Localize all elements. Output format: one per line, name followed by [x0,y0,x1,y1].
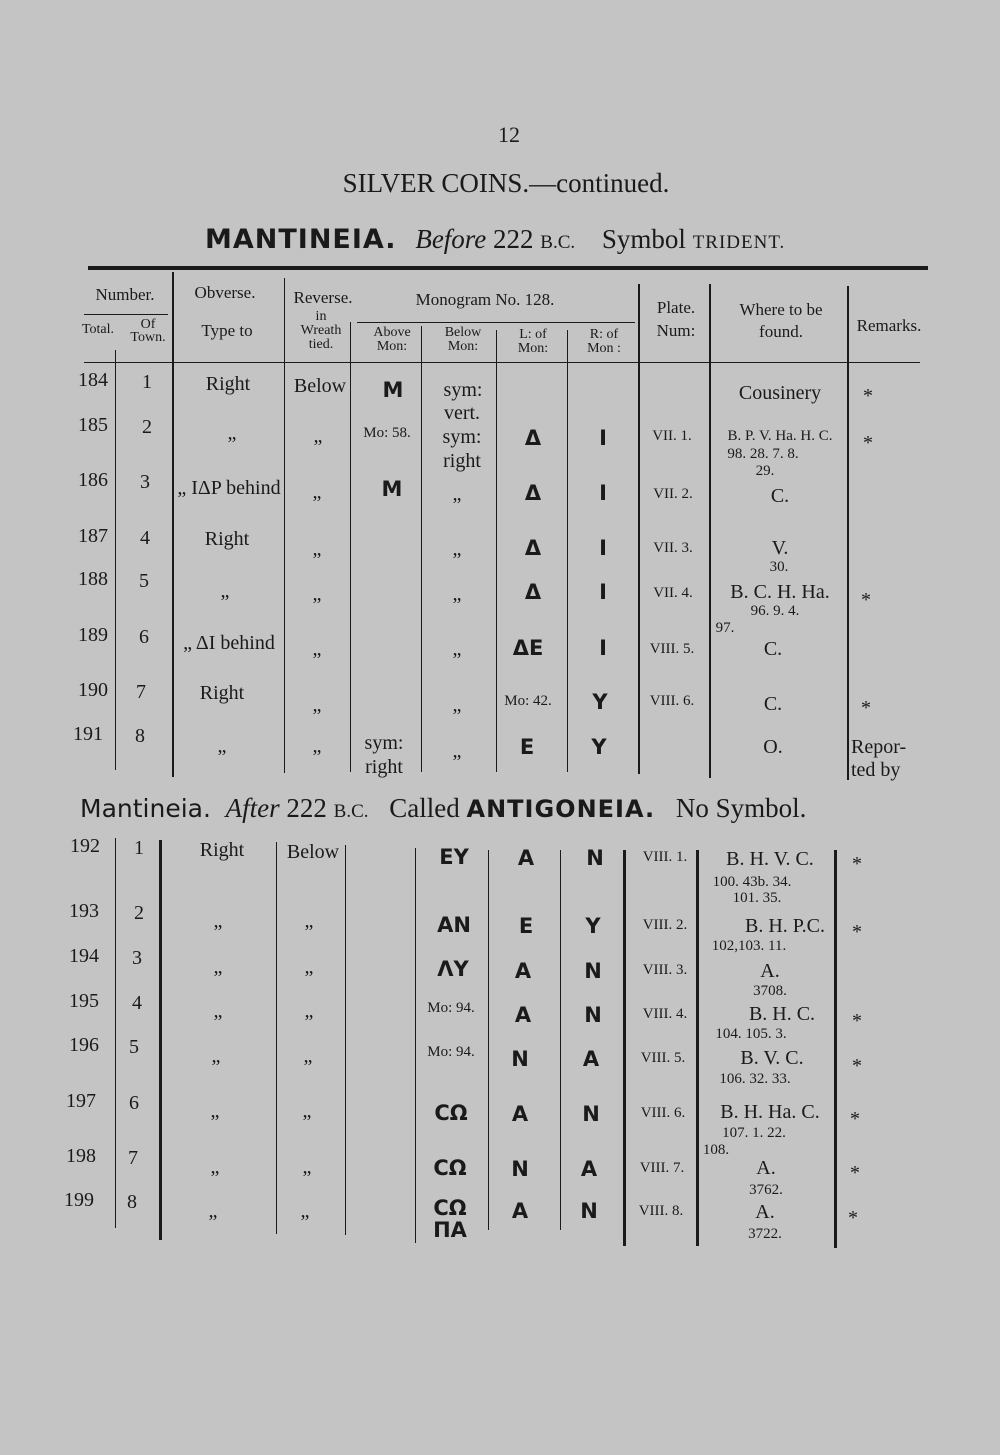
t1-r3-total: 186 [78,469,108,491]
t1-r4-below: „ [452,538,462,560]
t2-r2-remarks: * [852,921,862,943]
t2-r6-where-3: 108. [702,1142,730,1158]
t2-r7-left: N [511,1157,529,1181]
t1-r3-reverse: „ [312,481,322,503]
t1-r3-above: M [381,477,403,501]
section1-symbol: TRIDENT. [692,232,786,253]
t2-r5-plate: VIII. 5. [640,1050,686,1066]
t2-r5-obverse: „ [211,1045,221,1067]
t2-r6-town: 6 [129,1092,139,1114]
t2-r4-total: 195 [69,990,99,1012]
header-type-to: Type to [201,321,253,340]
t1-r5-right: I [599,580,607,604]
t1-vrule-right [567,330,568,772]
t2-r2-reverse: „ [304,910,314,932]
t1-vrule-plate [638,284,640,774]
t2-r2-mon: AN [437,913,471,937]
t1-r2-obverse: „ [227,422,237,444]
t2-r4-mon: Mo: 94. [427,1000,475,1016]
section1-city: MANTINEIA. [205,224,397,255]
t2-r2-plate: VIII. 2. [642,917,688,933]
t1-r3-obverse: „ IΔP behind [177,477,281,499]
t2-r8-where-2: 3722. [748,1226,782,1242]
section2-era: B.C. [333,801,369,822]
t2-r6-reverse: „ [302,1100,312,1122]
t1-r8-obverse: „ [217,735,227,757]
t2-r3-where-2: 3708. [753,983,787,999]
t1-r7-below: „ [452,694,462,716]
t2-r6-left: A [511,1102,529,1126]
t2-r7-mon: CΩ [433,1156,467,1180]
t1-r3-left: Δ [524,481,542,505]
t2-vrule-remarks [834,850,837,1248]
t1-r4-total: 187 [78,525,108,547]
t2-r6-obverse: „ [210,1100,220,1122]
t1-r2-where-2: 98. 28. 7. 8. [727,446,799,462]
t1-r7-plate: VIII. 6. [649,693,695,709]
t2-r8-reverse: „ [300,1200,310,1222]
t1-r8-right: Y [591,735,607,759]
t1-r6-plate: VIII. 5. [649,641,695,657]
t2-r7-remarks: * [850,1162,860,1184]
t1-r3-where: C. [770,485,790,507]
t1-r3-below: „ [452,483,462,505]
t1-r2-below: vert. sym: right [442,402,482,472]
t1-r7-obverse: Right [199,682,245,704]
t1-vrule-town [115,350,116,770]
t1-vrule-obverse [172,272,174,777]
t2-r3-town: 3 [132,947,142,969]
t1-r4-plate: VII. 3. [653,540,693,556]
t2-r2-obverse: „ [213,910,223,932]
t1-r7-remarks: * [861,697,871,719]
section1-title [205,224,785,255]
t1-r6-right: I [599,636,607,660]
t2-r7-reverse: „ [302,1156,312,1178]
t1-r2-where: B. P. V. Ha. H. C. [727,428,833,444]
section1-year: 222 [493,224,534,254]
t1-vrule-reverse [284,278,285,773]
t2-vrule-where [696,850,699,1246]
header-wreath: Wreath [300,323,342,338]
t2-r8-left: A [511,1199,529,1223]
t1-vrule-where [709,284,711,778]
t2-r7-total: 198 [66,1145,96,1167]
t2-r7-where-2: 3762. [749,1182,783,1198]
section2-called: ANTIGONEIA. [466,795,656,823]
section2-title [80,793,806,824]
header-remarks: Remarks. [856,316,922,335]
t1-r2-total: 185 [78,414,108,436]
t1-r1-reverse: Below [293,375,347,397]
t1-r2-plate: VII. 1. [652,428,692,444]
t2-vrule-obverse [159,840,162,1240]
t2-r6-right: N [582,1102,600,1126]
t1-r5-where-2: 96. 9. 4. [750,603,800,619]
t1-r1-town: 1 [142,371,152,393]
t2-r4-reverse: „ [304,1000,314,1022]
t1-r2-town: 2 [142,416,152,438]
t1-r5-plate: VII. 4. [653,585,693,601]
header-in: in [315,309,327,324]
t1-r4-obverse: Right [204,528,250,550]
t2-r1-reverse: Below [286,841,340,863]
t1-r5-where-3: 97. [715,620,735,636]
t1-r8-remarks: Repor- ted by [851,736,907,781]
t2-r7-right: A [580,1157,598,1181]
t2-r2-right: Y [585,914,601,938]
t2-r4-plate: VIII. 4. [642,1006,688,1022]
t2-r6-mon: CΩ [434,1101,468,1125]
t2-r1-plate: VIII. 1. [642,849,688,865]
t1-r7-left: Mo: 42. [504,693,552,709]
t1-vrule-left [496,330,497,772]
t1-r4-where: V. [771,537,789,559]
t1-vrule-remarks [847,286,849,780]
t2-r1-remarks: * [852,853,862,875]
t2-r4-town: 4 [132,992,142,1014]
header-reverse: Reverse. [293,288,353,307]
header-num: Num: [656,321,696,340]
t1-r5-town: 5 [139,570,149,592]
t2-r3-total: 194 [69,945,99,967]
t2-r1-right: N [586,846,604,870]
header-r-2: Mon : [587,341,621,356]
t2-r5-left: N [511,1047,529,1071]
t2-r6-total: 197 [66,1090,96,1112]
t1-r6-total: 189 [78,624,108,646]
t2-r4-left: A [514,1003,532,1027]
t1-r1-below: sym: [443,379,483,401]
t2-r1-town: 1 [134,837,144,859]
section2-symbol: No Symbol. [675,793,807,823]
t2-r5-where: B. V. C. [740,1047,804,1069]
t1-r7-total: 190 [78,679,108,701]
t2-r1-left: A [517,846,535,870]
t2-r6-where: B. H. Ha. C. [720,1101,820,1123]
section1-symbol-label: Symbol [601,224,686,254]
header-l-2: Mon: [517,341,549,356]
t1-r1-above: M [382,378,404,402]
t2-r8-mon: CΩ ΠA [433,1196,467,1242]
t2-vrule-above [345,845,346,1235]
header-number-rule [84,314,168,315]
t1-r8-below: „ [452,740,462,762]
t1-r2-reverse: „ [313,425,323,447]
t2-r4-where-2: 104. 105. 3. [715,1026,787,1042]
t1-r2-where-3: 29. [755,463,775,479]
t2-vrule-mon [415,848,416,1243]
t2-r5-total: 196 [69,1034,99,1056]
table-top-rule [88,266,928,270]
page-heading: SILVER COINS.—continued. [342,168,670,198]
t2-r2-where: B. H. P.C. [744,915,826,937]
t1-r1-remarks: * [863,385,873,407]
t2-r8-where: A. [755,1201,775,1223]
t2-r8-total: 199 [64,1189,94,1211]
t2-r8-remarks: * [848,1207,858,1229]
header-l-1: L: of [519,327,547,342]
t1-r4-right: I [599,536,607,560]
t1-r4-where-2: 30. [769,559,789,575]
t2-r4-remarks: * [852,1010,862,1032]
t2-r6-plate: VIII. 6. [640,1105,686,1121]
t2-r4-obverse: „ [213,1000,223,1022]
t2-r4-where: B. H. C. [748,1003,816,1025]
t1-r6-left: ΔE [512,636,544,660]
t1-r2-right: I [599,426,607,450]
t2-r3-where: A. [760,960,780,982]
section1-period: Before [415,224,487,254]
header-monogram: Monogram No. 128. [415,290,555,309]
t1-r8-total: 191 [73,723,103,745]
t1-r4-left: Δ [524,536,542,560]
header-below-2: Mon: [447,339,479,354]
t2-r5-remarks: * [852,1055,862,1077]
t1-r7-where: C. [763,693,783,715]
header-above-1: Above [373,325,411,340]
t2-r3-right: N [584,959,602,983]
t1-r5-reverse: „ [312,583,322,605]
header-above-2: Mon: [376,339,408,354]
t2-r5-town: 5 [129,1036,139,1058]
t1-r8-left: E [519,735,535,759]
t1-r6-below: „ [452,638,462,660]
t2-r8-obverse: „ [208,1200,218,1222]
header-tied: tied. [308,337,334,352]
t1-r6-town: 6 [139,626,149,648]
t2-r5-mon: Mo: 94. [427,1044,475,1060]
t1-r7-right: Y [592,690,608,714]
t2-r2-left: E [518,914,534,938]
t2-r5-right: A [582,1047,600,1071]
t1-r1-total: 184 [78,369,108,391]
t2-r8-plate: VIII. 8. [638,1203,684,1219]
t1-r4-reverse: „ [312,538,322,560]
header-bottom-rule [84,362,920,363]
t1-r2-above: Mo: 58. [363,425,411,441]
t2-r1-mon: EY [439,845,469,869]
t1-r2-left: Δ [524,426,542,450]
page-number: 12 [498,122,520,147]
t1-r3-plate: VII. 2. [653,486,693,502]
t2-r4-right: N [584,1003,602,1027]
t2-r1-where: B. H. V. C. [726,848,814,870]
t1-r5-obverse: „ [220,580,230,602]
t1-r8-above: sym: right [364,732,404,778]
t2-r3-mon: ΛY [437,957,469,981]
t2-r7-where: A. [756,1157,776,1179]
t2-r1-where-3: 101. 35. [732,890,782,906]
t2-r3-obverse: „ [213,956,223,978]
t2-r8-town: 8 [127,1191,137,1213]
header-found: found. [759,322,803,341]
t2-vrule-left [488,850,489,1230]
t1-r3-right: I [599,481,607,505]
t1-r7-reverse: „ [312,694,322,716]
section2-city: Mantineia. [80,794,211,823]
header-total: Total. [81,322,115,337]
t2-r2-total: 193 [69,900,99,922]
t2-r1-total: 192 [70,835,100,857]
t2-r7-plate: VIII. 7. [639,1160,685,1176]
header-number: Number. [95,285,155,304]
header-of-town: Of Town. [130,317,166,345]
t2-vrule-right [560,850,561,1230]
t1-r5-left: Δ [524,580,542,604]
section2-year: 222 [286,793,327,823]
t2-r3-reverse: „ [304,956,314,978]
t1-r1-obverse: Right [205,373,251,395]
t2-r6-where-2: 107. 1. 22. [722,1125,786,1141]
t1-vrule-above [350,322,351,772]
header-where: Where to be [739,300,823,319]
t1-r5-below: „ [452,583,462,605]
t2-r2-where-2: 102,103. 11. [711,938,787,954]
t1-r5-where: B. C. H. Ha. [730,581,830,603]
t1-r6-where: C. [763,638,783,660]
t1-r1-where: Cousinery [738,382,822,404]
t1-r5-total: 188 [78,568,108,590]
t2-r6-remarks: * [850,1108,860,1130]
header-monogram-rule [357,322,635,323]
t1-vrule-below [421,326,422,772]
header-r-1: R: of [589,327,619,342]
header-below-1: Below [444,325,482,340]
t2-r5-where-2: 106. 32. 33. [719,1071,791,1087]
t1-r6-obverse: „ ΔI behind [183,632,275,654]
t2-r7-town: 7 [128,1147,138,1169]
t2-vrule-reverse [276,842,277,1234]
t1-r8-reverse: „ [312,735,322,757]
t2-r5-reverse: „ [303,1045,313,1067]
t1-r2-remarks: * [863,432,873,454]
t2-r2-town: 2 [134,902,144,924]
t2-vrule-plate [623,850,626,1246]
t2-r3-plate: VIII. 3. [642,962,688,978]
section2-called-label: Called [389,793,460,823]
t2-r8-right: N [580,1199,598,1223]
t2-vrule-town [115,838,116,1228]
t2-r7-obverse: „ [210,1156,220,1178]
t1-r6-reverse: „ [312,638,322,660]
t1-r3-town: 3 [140,471,150,493]
header-obverse: Obverse. [194,283,256,302]
t1-r5-remarks: * [861,589,871,611]
t1-r8-where: O. [763,736,783,758]
section2-period: After [225,793,280,823]
t2-r1-obverse: Right [199,839,245,861]
t2-r1-where-2: 100. 43b. 34. [712,874,792,890]
t1-r4-town: 4 [140,527,150,549]
header-plate: Plate. [656,298,696,317]
t2-r3-left: A [514,959,532,983]
section1-era: B.C. [540,232,576,253]
t1-r8-town: 8 [135,725,145,747]
t1-r7-town: 7 [136,681,146,703]
